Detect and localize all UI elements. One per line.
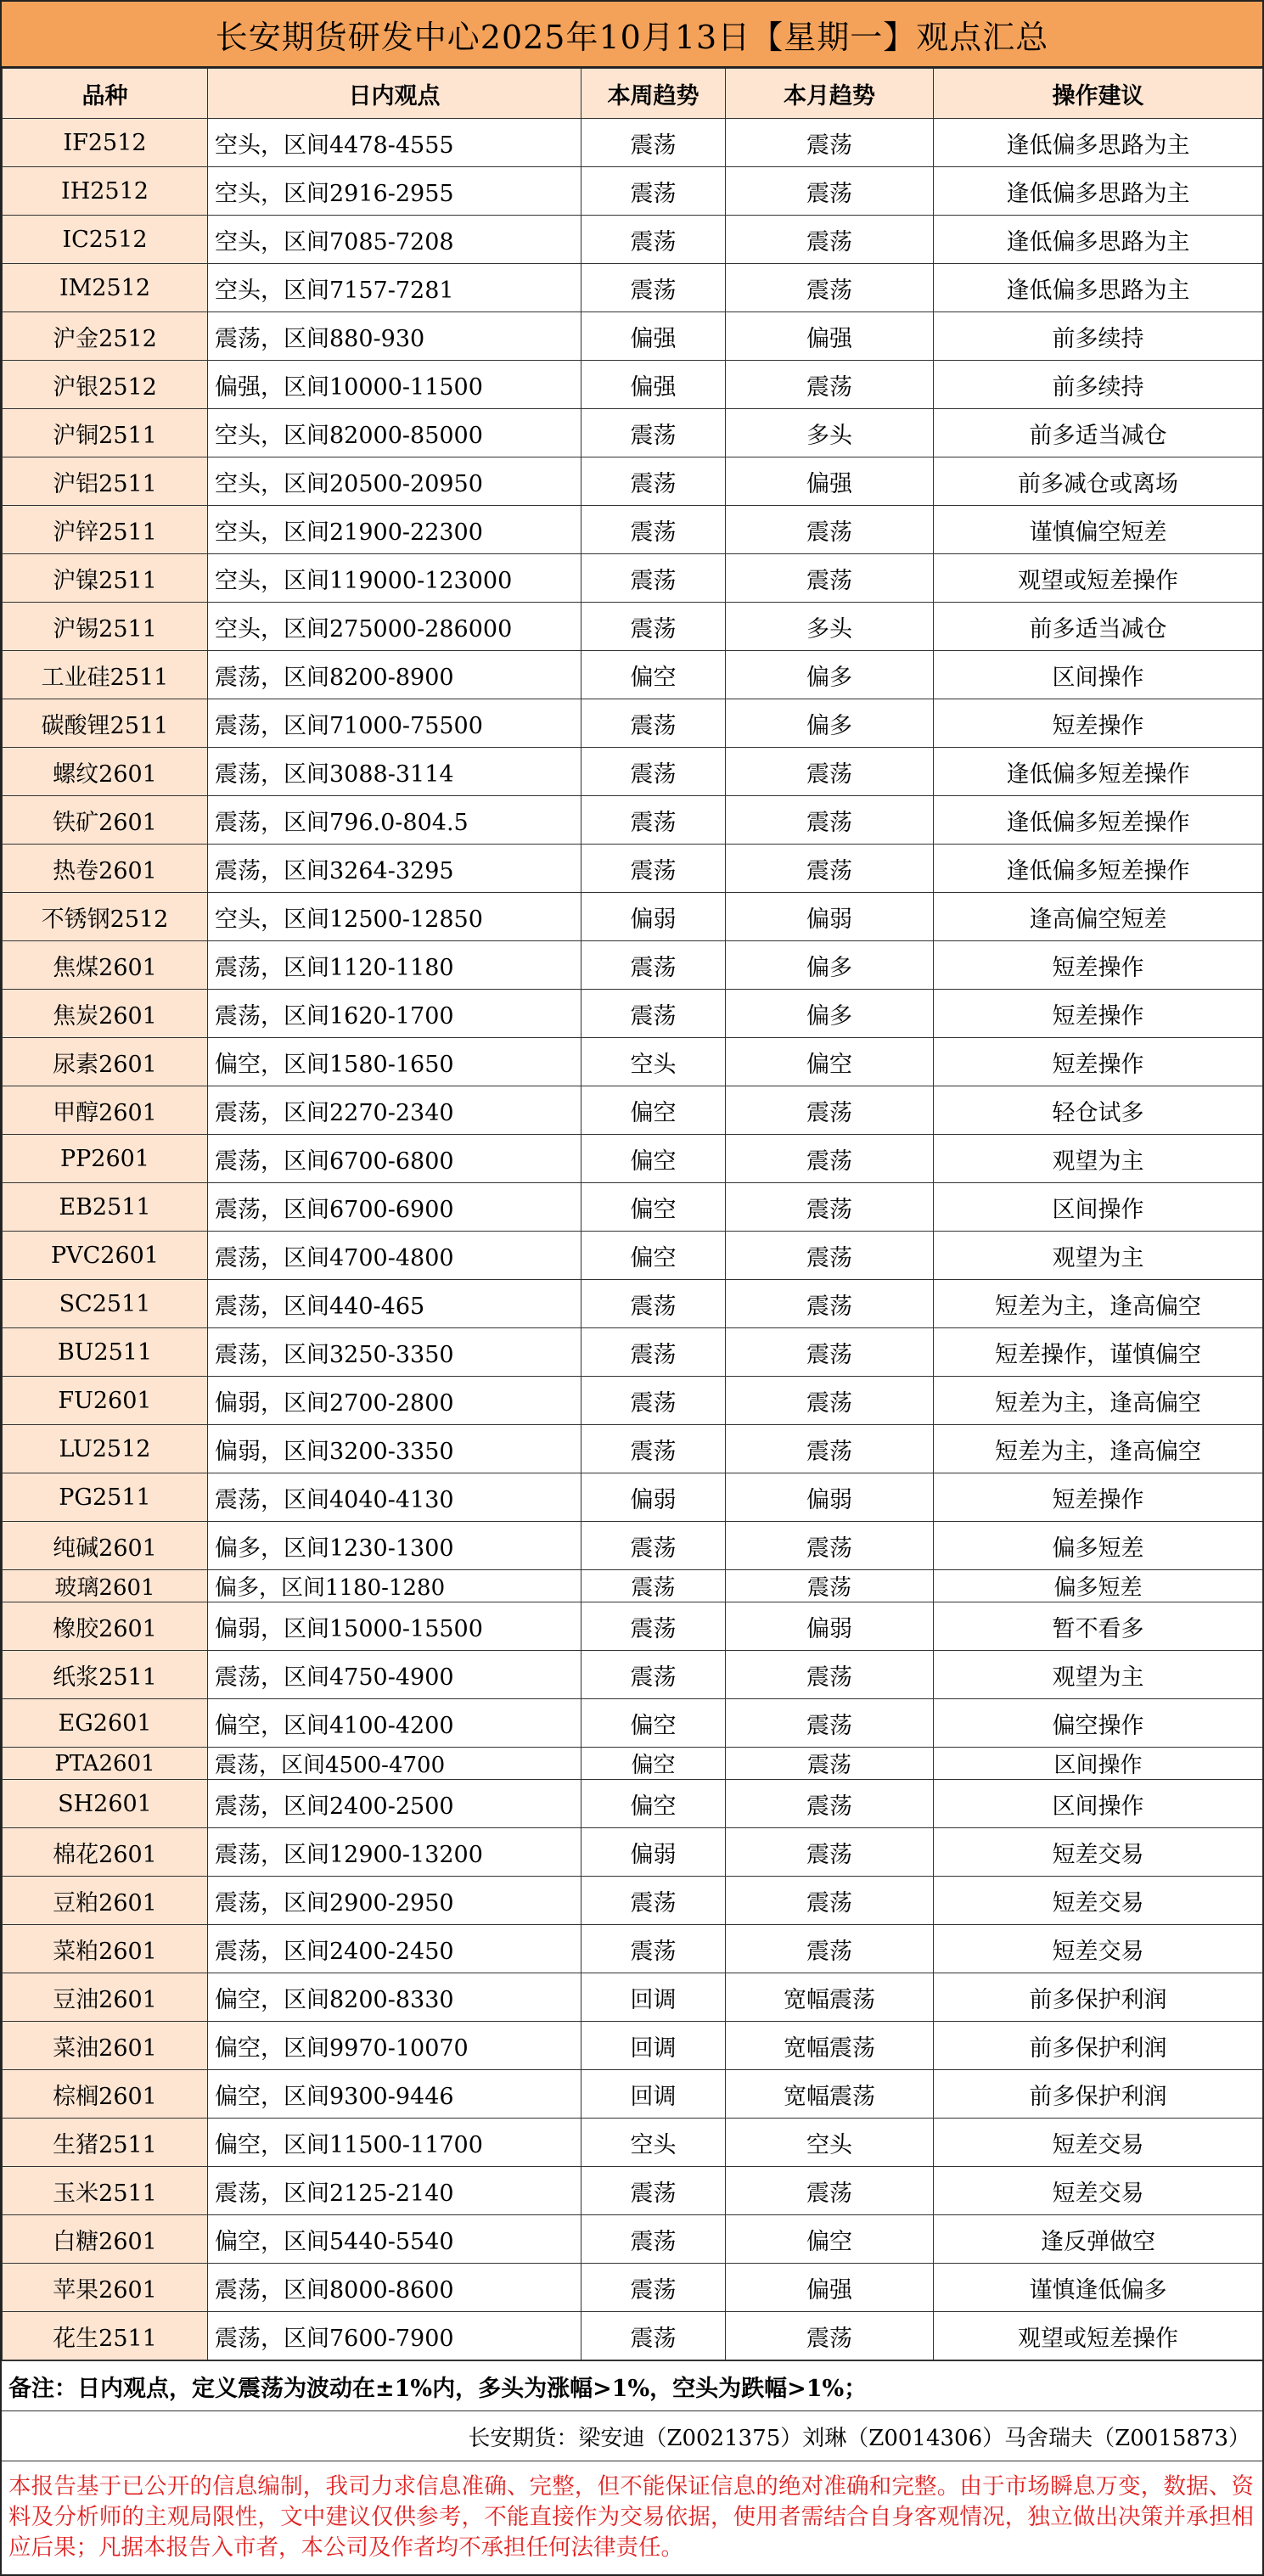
- table-row: [3, 409, 1263, 457]
- cell-suggestion: 逢低偏多短差操作: [934, 845, 1263, 893]
- cell-intraday-view: 空头，区间20500-20950: [208, 457, 581, 506]
- cell-suggestion: 前多减仓或离场: [934, 457, 1263, 506]
- cell-monthly-trend: 震荡: [726, 506, 934, 554]
- cell-monthly-trend: 震荡: [726, 1925, 934, 1973]
- cell-monthly-trend: 震荡: [726, 1780, 934, 1828]
- cell-intraday-view: 震荡，区间3088-3114: [208, 748, 581, 796]
- cell-weekly-trend: 震荡: [581, 2167, 726, 2215]
- views-table: [2, 68, 1263, 2360]
- cell-weekly-trend: 震荡: [581, 796, 726, 845]
- cell-weekly-trend: 偏强: [581, 361, 726, 409]
- table-row: [3, 1522, 1263, 1570]
- cell-suggestion: 逢反弹做空: [934, 2215, 1263, 2264]
- cell-suggestion: 短差为主，逢高偏空: [934, 1425, 1263, 1473]
- table-row: [3, 554, 1263, 603]
- cell-intraday-view: 震荡，区间4040-4130: [208, 1473, 581, 1522]
- cell-suggestion: 区间操作: [934, 1748, 1263, 1780]
- table-row: [3, 1828, 1263, 1877]
- table-row: [3, 2167, 1263, 2215]
- cell-intraday-view: 震荡，区间3264-3295: [208, 845, 581, 893]
- table-body: [3, 119, 1263, 2360]
- cell-suggestion: 逢低偏多思路为主: [934, 167, 1263, 216]
- table-row: [3, 2070, 1263, 2119]
- cell-weekly-trend: 震荡: [581, 1651, 726, 1699]
- cell-intraday-view: 偏强，区间10000-11500: [208, 361, 581, 409]
- cell-variety: 焦炭2601: [3, 990, 208, 1038]
- cell-suggestion: 前多适当减仓: [934, 603, 1263, 651]
- cell-intraday-view: 震荡，区间4500-4700: [208, 1748, 581, 1780]
- cell-weekly-trend: 偏弱: [581, 1473, 726, 1522]
- cell-variety: 豆粕2601: [3, 1877, 208, 1925]
- cell-monthly-trend: 震荡: [726, 1135, 934, 1183]
- cell-variety: 苹果2601: [3, 2264, 208, 2312]
- cell-suggestion: 逢低偏多短差操作: [934, 748, 1263, 796]
- table-header-row: [3, 69, 1263, 119]
- cell-variety: 菜油2601: [3, 2022, 208, 2070]
- cell-weekly-trend: 偏空: [581, 1183, 726, 1232]
- table-row: [3, 603, 1263, 651]
- cell-suggestion: 前多续持: [934, 312, 1263, 361]
- cell-monthly-trend: 偏弱: [726, 893, 934, 941]
- cell-suggestion: 短差为主，逢高偏空: [934, 1377, 1263, 1425]
- cell-weekly-trend: 偏空: [581, 1748, 726, 1780]
- table-row: [3, 1377, 1263, 1425]
- cell-suggestion: 前多保护利润: [934, 2070, 1263, 2119]
- cell-variety: 尿素2601: [3, 1038, 208, 1086]
- cell-weekly-trend: 震荡: [581, 2312, 726, 2360]
- cell-variety: PG2511: [3, 1473, 208, 1522]
- cell-weekly-trend: 震荡: [581, 603, 726, 651]
- table-row: [3, 216, 1263, 264]
- cell-variety: EB2511: [3, 1183, 208, 1232]
- table-row: [3, 1877, 1263, 1925]
- cell-weekly-trend: 震荡: [581, 1328, 726, 1377]
- cell-intraday-view: 偏多，区间1180-1280: [208, 1570, 581, 1602]
- table-row: [3, 264, 1263, 312]
- cell-suggestion: 偏空操作: [934, 1699, 1263, 1748]
- cell-monthly-trend: 震荡: [726, 1280, 934, 1328]
- cell-monthly-trend: 震荡: [726, 1377, 934, 1425]
- cell-monthly-trend: 震荡: [726, 1183, 934, 1232]
- cell-weekly-trend: 震荡: [581, 699, 726, 748]
- table-row: [3, 1699, 1263, 1748]
- header-suggestion: 操作建议: [934, 69, 1263, 119]
- cell-suggestion: 短差交易: [934, 2119, 1263, 2167]
- table-row: [3, 1748, 1263, 1780]
- cell-suggestion: 观望或短差操作: [934, 2312, 1263, 2360]
- cell-variety: IM2512: [3, 264, 208, 312]
- table-row: [3, 699, 1263, 748]
- cell-monthly-trend: 震荡: [726, 796, 934, 845]
- cell-weekly-trend: 回调: [581, 2070, 726, 2119]
- cell-intraday-view: 空头，区间2916-2955: [208, 167, 581, 216]
- cell-intraday-view: 偏空，区间4100-4200: [208, 1699, 581, 1748]
- table-row: [3, 1651, 1263, 1699]
- cell-intraday-view: 震荡，区间440-465: [208, 1280, 581, 1328]
- cell-intraday-view: 偏空，区间1580-1650: [208, 1038, 581, 1086]
- cell-variety: IH2512: [3, 167, 208, 216]
- cell-monthly-trend: 震荡: [726, 216, 934, 264]
- cell-intraday-view: 震荡，区间4750-4900: [208, 1651, 581, 1699]
- cell-monthly-trend: 震荡: [726, 2167, 934, 2215]
- cell-weekly-trend: 震荡: [581, 941, 726, 990]
- cell-monthly-trend: 偏弱: [726, 1602, 934, 1651]
- cell-intraday-view: 震荡，区间2400-2450: [208, 1925, 581, 1973]
- cell-weekly-trend: 震荡: [581, 457, 726, 506]
- cell-monthly-trend: 宽幅震荡: [726, 2022, 934, 2070]
- cell-suggestion: 逢高偏空短差: [934, 893, 1263, 941]
- cell-suggestion: 逢低偏多短差操作: [934, 796, 1263, 845]
- cell-intraday-view: 偏空，区间8200-8330: [208, 1973, 581, 2022]
- cell-variety: 棕榈2601: [3, 2070, 208, 2119]
- cell-variety: 沪锌2511: [3, 506, 208, 554]
- cell-variety: SH2601: [3, 1780, 208, 1828]
- disclaimer: 本报告基于已公开的信息编制，我司力求信息准确、完整，但不能保证信息的绝对准确和完整。由于市场瞬息万变，数据、资料及分析师的主观局限性，文中建议仅供参考，不能直接作为交易依据，使用者需结合自身客观情况，独立做出决策并承担相应后果；凡据本报告入市者，本公司及作者均不承担任何法律责任。: [2, 2461, 1262, 2563]
- cell-monthly-trend: 震荡: [726, 1328, 934, 1377]
- cell-suggestion: 短差操作: [934, 941, 1263, 990]
- cell-weekly-trend: 偏弱: [581, 893, 726, 941]
- cell-variety: 工业硅2511: [3, 651, 208, 699]
- cell-variety: 纯碱2601: [3, 1522, 208, 1570]
- cell-intraday-view: 震荡，区间8200-8900: [208, 651, 581, 699]
- table-row: [3, 2119, 1263, 2167]
- cell-intraday-view: 震荡，区间8000-8600: [208, 2264, 581, 2312]
- cell-suggestion: 前多保护利润: [934, 2022, 1263, 2070]
- cell-weekly-trend: 偏空: [581, 1232, 726, 1280]
- cell-intraday-view: 震荡，区间3250-3350: [208, 1328, 581, 1377]
- cell-monthly-trend: 空头: [726, 2119, 934, 2167]
- cell-weekly-trend: 震荡: [581, 119, 726, 167]
- cell-weekly-trend: 震荡: [581, 2264, 726, 2312]
- cell-variety: 螺纹2601: [3, 748, 208, 796]
- cell-intraday-view: 震荡，区间2400-2500: [208, 1780, 581, 1828]
- cell-intraday-view: 偏空，区间5440-5540: [208, 2215, 581, 2264]
- cell-monthly-trend: 震荡: [726, 119, 934, 167]
- table-row: [3, 1602, 1263, 1651]
- header-monthly-trend: 本月趋势: [726, 69, 934, 119]
- cell-weekly-trend: 震荡: [581, 216, 726, 264]
- cell-monthly-trend: 震荡: [726, 845, 934, 893]
- cell-intraday-view: 偏弱，区间3200-3350: [208, 1425, 581, 1473]
- cell-intraday-view: 偏多，区间1230-1300: [208, 1522, 581, 1570]
- cell-variety: LU2512: [3, 1425, 208, 1473]
- cell-monthly-trend: 偏多: [726, 699, 934, 748]
- table-row: [3, 845, 1263, 893]
- cell-suggestion: 观望为主: [934, 1651, 1263, 1699]
- cell-weekly-trend: 震荡: [581, 506, 726, 554]
- cell-variety: 铁矿2601: [3, 796, 208, 845]
- cell-variety: 沪镍2511: [3, 554, 208, 603]
- cell-monthly-trend: 震荡: [726, 554, 934, 603]
- cell-variety: 焦煤2601: [3, 941, 208, 990]
- cell-suggestion: 短差交易: [934, 1828, 1263, 1877]
- cell-weekly-trend: 偏空: [581, 1780, 726, 1828]
- cell-monthly-trend: 宽幅震荡: [726, 2070, 934, 2119]
- cell-intraday-view: 偏弱，区间2700-2800: [208, 1377, 581, 1425]
- header-intraday-view: 日内观点: [208, 69, 581, 119]
- cell-suggestion: 区间操作: [934, 1780, 1263, 1828]
- cell-variety: 沪金2512: [3, 312, 208, 361]
- cell-variety: 橡胶2601: [3, 1602, 208, 1651]
- table-row: [3, 1780, 1263, 1828]
- authors: 长安期货：梁安迪（Z0021375）刘琳（Z0014306）马舍瑞夫（Z0015873）: [2, 2410, 1262, 2461]
- cell-intraday-view: 震荡，区间2900-2950: [208, 1877, 581, 1925]
- table-row: [3, 1038, 1263, 1086]
- table-row: [3, 1280, 1263, 1328]
- cell-variety: 花生2511: [3, 2312, 208, 2360]
- table-row: [3, 312, 1263, 361]
- cell-intraday-view: 空头，区间4478-4555: [208, 119, 581, 167]
- cell-weekly-trend: 偏空: [581, 1086, 726, 1135]
- cell-variety: 玻璃2601: [3, 1570, 208, 1602]
- cell-monthly-trend: 震荡: [726, 1086, 934, 1135]
- cell-variety: 沪锡2511: [3, 603, 208, 651]
- cell-weekly-trend: 震荡: [581, 1522, 726, 1570]
- cell-monthly-trend: 偏强: [726, 457, 934, 506]
- cell-weekly-trend: 回调: [581, 1973, 726, 2022]
- cell-variety: 沪铜2511: [3, 409, 208, 457]
- cell-intraday-view: 空头，区间119000-123000: [208, 554, 581, 603]
- cell-weekly-trend: 回调: [581, 2022, 726, 2070]
- cell-suggestion: 短差交易: [934, 1925, 1263, 1973]
- cell-weekly-trend: 震荡: [581, 2215, 726, 2264]
- cell-suggestion: 短差操作: [934, 699, 1263, 748]
- cell-monthly-trend: 宽幅震荡: [726, 1973, 934, 2022]
- cell-intraday-view: 震荡，区间2125-2140: [208, 2167, 581, 2215]
- cell-monthly-trend: 偏多: [726, 990, 934, 1038]
- cell-variety: PVC2601: [3, 1232, 208, 1280]
- cell-variety: BU2511: [3, 1328, 208, 1377]
- table-row: [3, 2022, 1263, 2070]
- cell-variety: PP2601: [3, 1135, 208, 1183]
- table-row: [3, 2312, 1263, 2360]
- cell-weekly-trend: 震荡: [581, 845, 726, 893]
- cell-monthly-trend: 多头: [726, 409, 934, 457]
- cell-variety: 棉花2601: [3, 1828, 208, 1877]
- cell-weekly-trend: 偏空: [581, 651, 726, 699]
- cell-suggestion: 谨慎逢低偏多: [934, 2264, 1263, 2312]
- table-row: [3, 506, 1263, 554]
- cell-variety: 菜粕2601: [3, 1925, 208, 1973]
- cell-intraday-view: 偏空，区间9300-9446: [208, 2070, 581, 2119]
- cell-variety: EG2601: [3, 1699, 208, 1748]
- header-variety: 品种: [3, 69, 208, 119]
- cell-intraday-view: 震荡，区间1120-1180: [208, 941, 581, 990]
- cell-suggestion: 轻仓试多: [934, 1086, 1263, 1135]
- table-row: [3, 1473, 1263, 1522]
- cell-variety: 沪银2512: [3, 361, 208, 409]
- cell-intraday-view: 空头，区间7085-7208: [208, 216, 581, 264]
- cell-variety: FU2601: [3, 1377, 208, 1425]
- cell-suggestion: 逢低偏多思路为主: [934, 216, 1263, 264]
- cell-monthly-trend: 震荡: [726, 2312, 934, 2360]
- table-row: [3, 651, 1263, 699]
- cell-suggestion: 短差为主，逢高偏空: [934, 1280, 1263, 1328]
- cell-monthly-trend: 震荡: [726, 1522, 934, 1570]
- cell-intraday-view: 震荡，区间1620-1700: [208, 990, 581, 1038]
- cell-suggestion: 短差操作，谨慎偏空: [934, 1328, 1263, 1377]
- cell-suggestion: 区间操作: [934, 1183, 1263, 1232]
- cell-suggestion: 短差操作: [934, 990, 1263, 1038]
- header-weekly-trend: 本周趋势: [581, 69, 726, 119]
- cell-intraday-view: 偏空，区间9970-10070: [208, 2022, 581, 2070]
- cell-variety: SC2511: [3, 1280, 208, 1328]
- cell-variety: 玉米2511: [3, 2167, 208, 2215]
- cell-suggestion: 短差交易: [934, 1877, 1263, 1925]
- table-row: [3, 1135, 1263, 1183]
- table-row: [3, 1183, 1263, 1232]
- cell-monthly-trend: 震荡: [726, 361, 934, 409]
- cell-suggestion: 短差操作: [934, 1038, 1263, 1086]
- note: 备注：日内观点，定义震荡为波动在±1%内，多头为涨幅>1%，空头为跌幅>1%；: [2, 2360, 1262, 2410]
- cell-variety: IC2512: [3, 216, 208, 264]
- cell-intraday-view: 震荡，区间880-930: [208, 312, 581, 361]
- cell-intraday-view: 偏空，区间11500-11700: [208, 2119, 581, 2167]
- cell-variety: 白糖2601: [3, 2215, 208, 2264]
- cell-weekly-trend: 震荡: [581, 554, 726, 603]
- table-row: [3, 1328, 1263, 1377]
- cell-monthly-trend: 偏空: [726, 2215, 934, 2264]
- cell-suggestion: 偏多短差: [934, 1522, 1263, 1570]
- table-row: [3, 167, 1263, 216]
- cell-monthly-trend: 震荡: [726, 167, 934, 216]
- table-row: [3, 1086, 1263, 1135]
- cell-variety: 沪铝2511: [3, 457, 208, 506]
- cell-variety: 不锈钢2512: [3, 893, 208, 941]
- cell-intraday-view: 震荡，区间4700-4800: [208, 1232, 581, 1280]
- cell-suggestion: 偏多短差: [934, 1570, 1263, 1602]
- cell-intraday-view: 震荡，区间7600-7900: [208, 2312, 581, 2360]
- table-row: [3, 1232, 1263, 1280]
- cell-weekly-trend: 偏空: [581, 1699, 726, 1748]
- cell-suggestion: 区间操作: [934, 651, 1263, 699]
- cell-monthly-trend: 震荡: [726, 1425, 934, 1473]
- cell-monthly-trend: 震荡: [726, 264, 934, 312]
- cell-variety: PTA2601: [3, 1748, 208, 1780]
- cell-intraday-view: 空头，区间12500-12850: [208, 893, 581, 941]
- cell-weekly-trend: 震荡: [581, 1602, 726, 1651]
- cell-monthly-trend: 震荡: [726, 1232, 934, 1280]
- cell-monthly-trend: 偏弱: [726, 1473, 934, 1522]
- cell-intraday-view: 震荡，区间71000-75500: [208, 699, 581, 748]
- table-row: [3, 361, 1263, 409]
- cell-weekly-trend: 震荡: [581, 1425, 726, 1473]
- cell-intraday-view: 空头，区间7157-7281: [208, 264, 581, 312]
- cell-weekly-trend: 震荡: [581, 1377, 726, 1425]
- cell-suggestion: 短差交易: [934, 2167, 1263, 2215]
- table-row: [3, 1925, 1263, 1973]
- cell-intraday-view: 空头，区间275000-286000: [208, 603, 581, 651]
- cell-weekly-trend: 偏空: [581, 1135, 726, 1183]
- cell-weekly-trend: 空头: [581, 1038, 726, 1086]
- table-row: [3, 2215, 1263, 2264]
- table-row: [3, 796, 1263, 845]
- cell-weekly-trend: 震荡: [581, 409, 726, 457]
- table-row: [3, 1425, 1263, 1473]
- cell-suggestion: 逢低偏多思路为主: [934, 119, 1263, 167]
- report-title: 长安期货研发中心2025年10月13日【星期一】观点汇总: [2, 2, 1262, 68]
- cell-intraday-view: 震荡，区间2270-2340: [208, 1086, 581, 1135]
- cell-variety: IF2512: [3, 119, 208, 167]
- cell-suggestion: 短差操作: [934, 1473, 1263, 1522]
- cell-intraday-view: 震荡，区间6700-6800: [208, 1135, 581, 1183]
- cell-suggestion: 逢低偏多思路为主: [934, 264, 1263, 312]
- cell-suggestion: 观望为主: [934, 1135, 1263, 1183]
- cell-weekly-trend: 空头: [581, 2119, 726, 2167]
- table-row: [3, 1973, 1263, 2022]
- cell-suggestion: 前多适当减仓: [934, 409, 1263, 457]
- cell-monthly-trend: 偏多: [726, 651, 934, 699]
- cell-monthly-trend: 震荡: [726, 748, 934, 796]
- cell-suggestion: 观望为主: [934, 1232, 1263, 1280]
- cell-weekly-trend: 震荡: [581, 748, 726, 796]
- table-row: [3, 457, 1263, 506]
- cell-intraday-view: 空头，区间82000-85000: [208, 409, 581, 457]
- cell-weekly-trend: 偏强: [581, 312, 726, 361]
- table-row: [3, 748, 1263, 796]
- cell-monthly-trend: 偏空: [726, 1038, 934, 1086]
- table-row: [3, 119, 1263, 167]
- cell-variety: 热卷2601: [3, 845, 208, 893]
- cell-suggestion: 谨慎偏空短差: [934, 506, 1263, 554]
- cell-weekly-trend: 偏弱: [581, 1828, 726, 1877]
- cell-suggestion: 前多续持: [934, 361, 1263, 409]
- cell-variety: 甲醇2601: [3, 1086, 208, 1135]
- cell-weekly-trend: 震荡: [581, 1570, 726, 1602]
- cell-intraday-view: 震荡，区间6700-6900: [208, 1183, 581, 1232]
- cell-monthly-trend: 偏强: [726, 2264, 934, 2312]
- table-row: [3, 990, 1263, 1038]
- cell-intraday-view: 震荡，区间12900-13200: [208, 1828, 581, 1877]
- cell-variety: 碳酸锂2511: [3, 699, 208, 748]
- cell-weekly-trend: 震荡: [581, 990, 726, 1038]
- cell-monthly-trend: 震荡: [726, 1748, 934, 1780]
- cell-monthly-trend: 震荡: [726, 1570, 934, 1602]
- cell-monthly-trend: 震荡: [726, 1828, 934, 1877]
- table-row: [3, 2264, 1263, 2312]
- cell-weekly-trend: 震荡: [581, 1925, 726, 1973]
- cell-intraday-view: 偏弱，区间15000-15500: [208, 1602, 581, 1651]
- cell-monthly-trend: 震荡: [726, 1699, 934, 1748]
- cell-suggestion: 观望或短差操作: [934, 554, 1263, 603]
- cell-monthly-trend: 偏多: [726, 941, 934, 990]
- cell-intraday-view: 空头，区间21900-22300: [208, 506, 581, 554]
- table-row: [3, 941, 1263, 990]
- table-row: [3, 1570, 1263, 1602]
- table-row: [3, 893, 1263, 941]
- cell-weekly-trend: 震荡: [581, 167, 726, 216]
- cell-variety: 纸浆2511: [3, 1651, 208, 1699]
- cell-variety: 生猪2511: [3, 2119, 208, 2167]
- cell-suggestion: 暂不看多: [934, 1602, 1263, 1651]
- cell-intraday-view: 震荡，区间796.0-804.5: [208, 796, 581, 845]
- cell-weekly-trend: 震荡: [581, 264, 726, 312]
- cell-variety: 豆油2601: [3, 1973, 208, 2022]
- cell-suggestion: 前多保护利润: [934, 1973, 1263, 2022]
- cell-monthly-trend: 震荡: [726, 1651, 934, 1699]
- cell-monthly-trend: 震荡: [726, 1877, 934, 1925]
- cell-weekly-trend: 震荡: [581, 1877, 726, 1925]
- cell-weekly-trend: 震荡: [581, 1280, 726, 1328]
- cell-monthly-trend: 偏强: [726, 312, 934, 361]
- cell-monthly-trend: 多头: [726, 603, 934, 651]
